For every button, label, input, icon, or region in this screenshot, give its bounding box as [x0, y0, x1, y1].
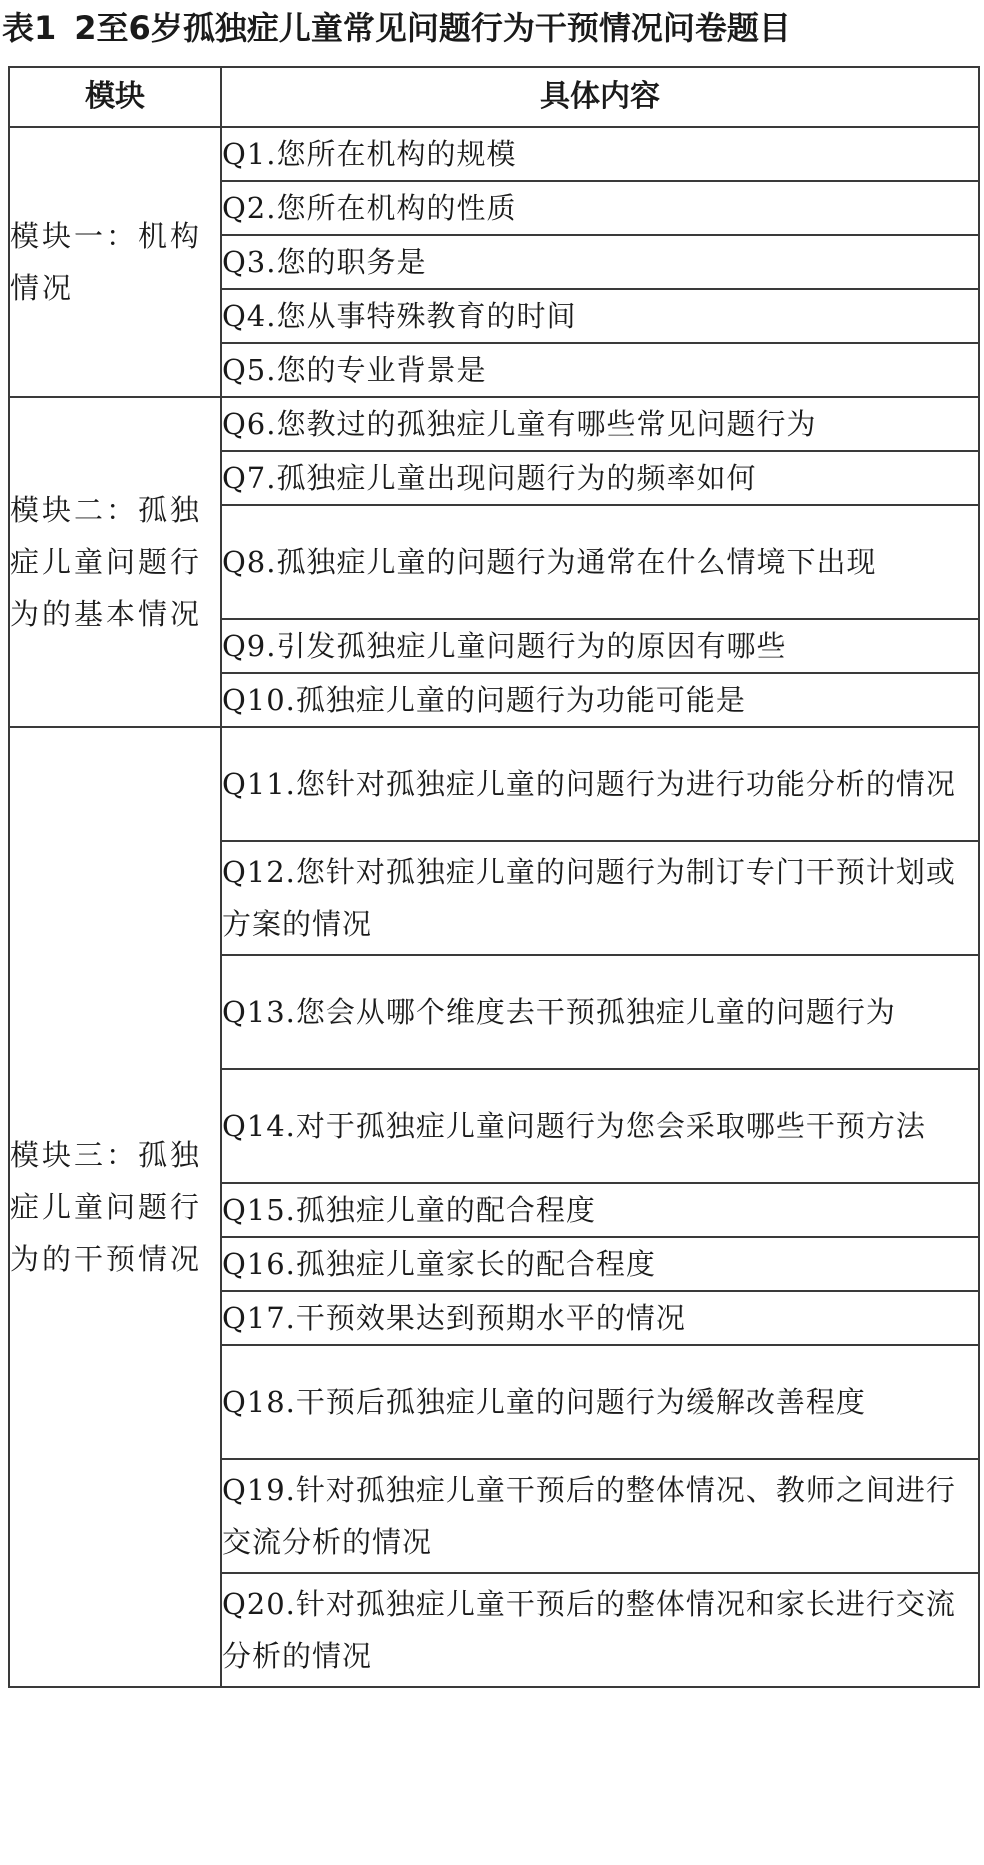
question-cell: Q17.干预效果达到预期水平的情况: [221, 1291, 979, 1345]
table-row: [9, 727, 979, 841]
table-header-row: [9, 67, 979, 127]
question-cell: Q12.您针对孤独症儿童的问题行为制订专门干预计划或方案的情况: [221, 841, 979, 955]
header-module: 模块: [9, 67, 221, 127]
questionnaire-table: [8, 66, 980, 1688]
question-cell: Q6.您教过的孤独症儿童有哪些常见问题行为: [221, 397, 979, 451]
table-title: 2至6岁孤独症儿童常见问题行为干预情况问卷题目: [74, 9, 791, 47]
question-cell: Q11.您针对孤独症儿童的问题行为进行功能分析的情况: [221, 727, 979, 841]
question-cell: Q16.孤独症儿童家长的配合程度: [221, 1237, 979, 1291]
question-cell: Q8.孤独症儿童的问题行为通常在什么情境下出现: [221, 505, 979, 619]
module-cell-1: 模块一：机构情况: [9, 127, 221, 397]
module-cell-3: 模块三：孤独症儿童问题行为的干预情况: [9, 727, 221, 1687]
question-cell: Q1.您所在机构的规模: [221, 127, 979, 181]
question-cell: Q3.您的职务是: [221, 235, 979, 289]
question-cell: Q15.孤独症儿童的配合程度: [221, 1183, 979, 1237]
question-cell: Q14.对于孤独症儿童问题行为您会采取哪些干预方法: [221, 1069, 979, 1183]
question-cell: Q18.干预后孤独症儿童的问题行为缓解改善程度: [221, 1345, 979, 1459]
table-row: [9, 127, 979, 181]
table-caption: [2, 0, 982, 56]
header-content: 具体内容: [221, 67, 979, 127]
question-cell: Q13.您会从哪个维度去干预孤独症儿童的问题行为: [221, 955, 979, 1069]
question-cell: Q2.您所在机构的性质: [221, 181, 979, 235]
question-cell: Q4.您从事特殊教育的时间: [221, 289, 979, 343]
question-cell: Q19.针对孤独症儿童干预后的整体情况、教师之间进行交流分析的情况: [221, 1459, 979, 1573]
question-cell: Q9.引发孤独症儿童问题行为的原因有哪些: [221, 619, 979, 673]
question-cell: Q7.孤独症儿童出现问题行为的频率如何: [221, 451, 979, 505]
question-cell: Q20.针对孤独症儿童干预后的整体情况和家长进行交流分析的情况: [221, 1573, 979, 1687]
table-row: [9, 397, 979, 451]
module-cell-2: 模块二：孤独症儿童问题行为的基本情况: [9, 397, 221, 727]
table-number: 表1: [2, 9, 57, 47]
question-cell: Q10.孤独症儿童的问题行为功能可能是: [221, 673, 979, 727]
question-cell: Q5.您的专业背景是: [221, 343, 979, 397]
